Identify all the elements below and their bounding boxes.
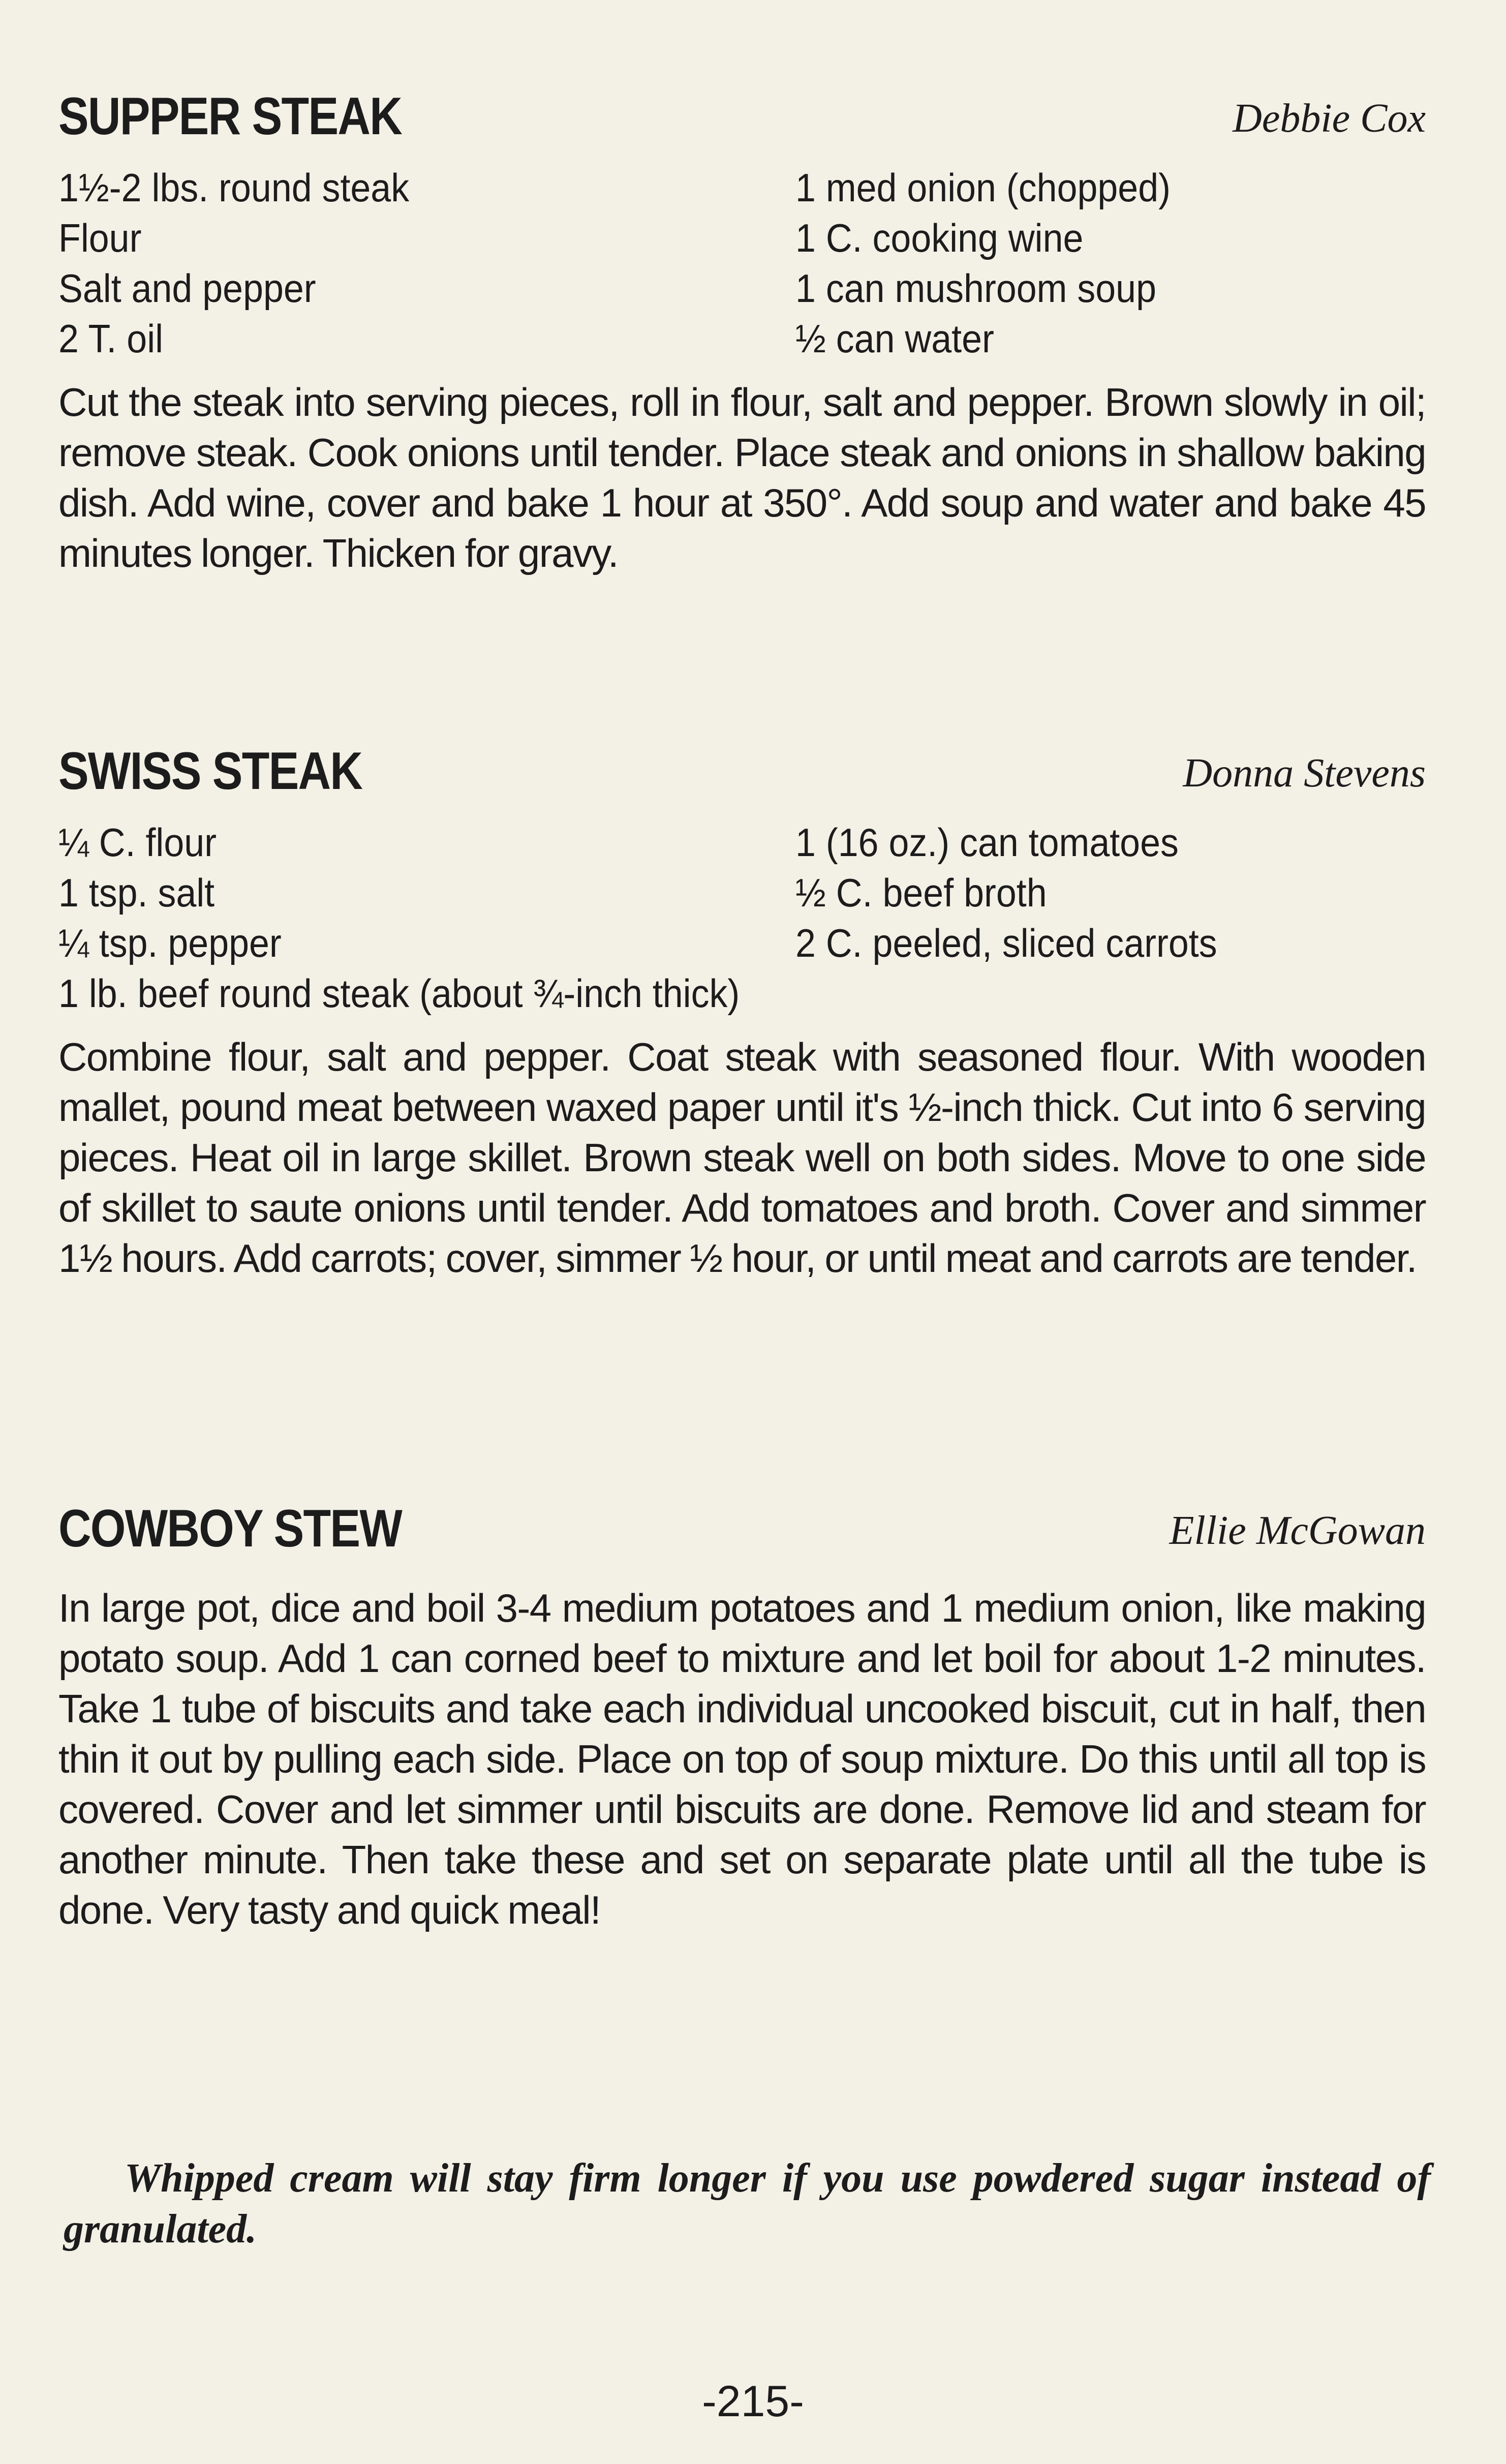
ingredient-item: 2 C. peeled, sliced carrots	[795, 921, 1217, 965]
ingredient-column-right	[795, 817, 1426, 1019]
recipe-cowboy-stew	[58, 1499, 1426, 1975]
recipe-author: Donna Stevens	[1183, 751, 1426, 796]
ingredient-item: 1½-2 lbs. round steak	[58, 165, 410, 210]
ingredient-item: ½ C. beef broth	[795, 870, 1047, 915]
ingredient-item: 1 (16 oz.) can tomatoes	[795, 820, 1179, 865]
recipe-instructions: Cut the steak into serving pieces, roll in flour, salt and pepper. Brown slowly in oil; remove steak. Cook onions until tender. Place steak and onions in shallow baking dish. Add wine, cover and bake 1 hour at 350°. Add soup and water and bake 45 minutes longer. Thicken for gravy.	[58, 380, 1426, 575]
recipe-title: SUPPER STEAK	[58, 87, 402, 146]
ingredient-item: 1 can mushroom soup	[795, 266, 1157, 311]
ingredient-item: ¼ tsp. pepper	[58, 921, 282, 965]
recipe-supper-steak	[58, 86, 1426, 618]
recipe-swiss-steak	[58, 741, 1426, 1323]
ingredient-item: Flour	[58, 216, 142, 260]
ingredient-item: 1 lb. beef round steak (about ¾-inch thick)	[58, 971, 740, 1016]
recipe-header	[58, 741, 1426, 812]
ingredient-item: ¼ C. flour	[58, 820, 217, 865]
ingredient-item: Salt and pepper	[58, 266, 316, 311]
ingredient-item: ½ can water	[795, 316, 994, 361]
recipe-header	[58, 86, 1426, 158]
recipe-title: SWISS STEAK	[58, 742, 362, 801]
recipe-author: Debbie Cox	[1233, 96, 1426, 141]
ingredient-column-left	[58, 163, 795, 364]
ingredient-list	[58, 817, 1426, 1019]
ingredient-item: 2 T. oil	[58, 316, 164, 361]
recipe-title: COWBOY STEW	[58, 1499, 402, 1558]
recipe-instructions: In large pot, dice and boil 3-4 medium potatoes and 1 medium onion, like making potato soup. Add 1 can corned beef to mixture and let boil for about 1-2 minutes. Take 1 tube of biscuits and take each individual uncooked biscuit, cut in half, then thin it out by pulling each side. Place on top of soup mixture. Do this until all top is covered. Cover and let simmer until biscuits are done. Remove lid and steam for another minute. Then take these and set on separate plate until all the tube is done. Very tasty and quick meal!	[58, 1586, 1426, 1932]
ingredient-item: 1 C. cooking wine	[795, 216, 1084, 260]
recipe-instructions: Combine flour, salt and pepper. Coat steak with seasoned flour. With wooden mallet, pound meat between waxed paper until it's ½-inch thick. Cut into 6 serving pieces. Heat oil in large skillet. Brown steak well on both sides. Move to one side of skillet to saute onions until tender. Add tomatoes and broth. Cover and simmer 1½ hours. Add carrots; cover, simmer ½ hour, or until meat and carrots are tender.	[58, 1035, 1426, 1281]
ingredient-column-right	[795, 163, 1426, 364]
recipe-header	[58, 1499, 1426, 1570]
ingredient-item: 1 tsp. salt	[58, 870, 215, 915]
ingredient-column-left	[58, 817, 795, 1019]
ingredient-item: 1 med onion (chopped)	[795, 165, 1171, 210]
recipe-author: Ellie McGowan	[1169, 1508, 1426, 1553]
ingredient-list	[58, 163, 1426, 364]
kitchen-tip: Whipped cream will stay firm longer if you use powdered sugar instead of granulated.	[64, 2156, 1431, 2252]
page-number: -215-	[702, 2377, 804, 2426]
